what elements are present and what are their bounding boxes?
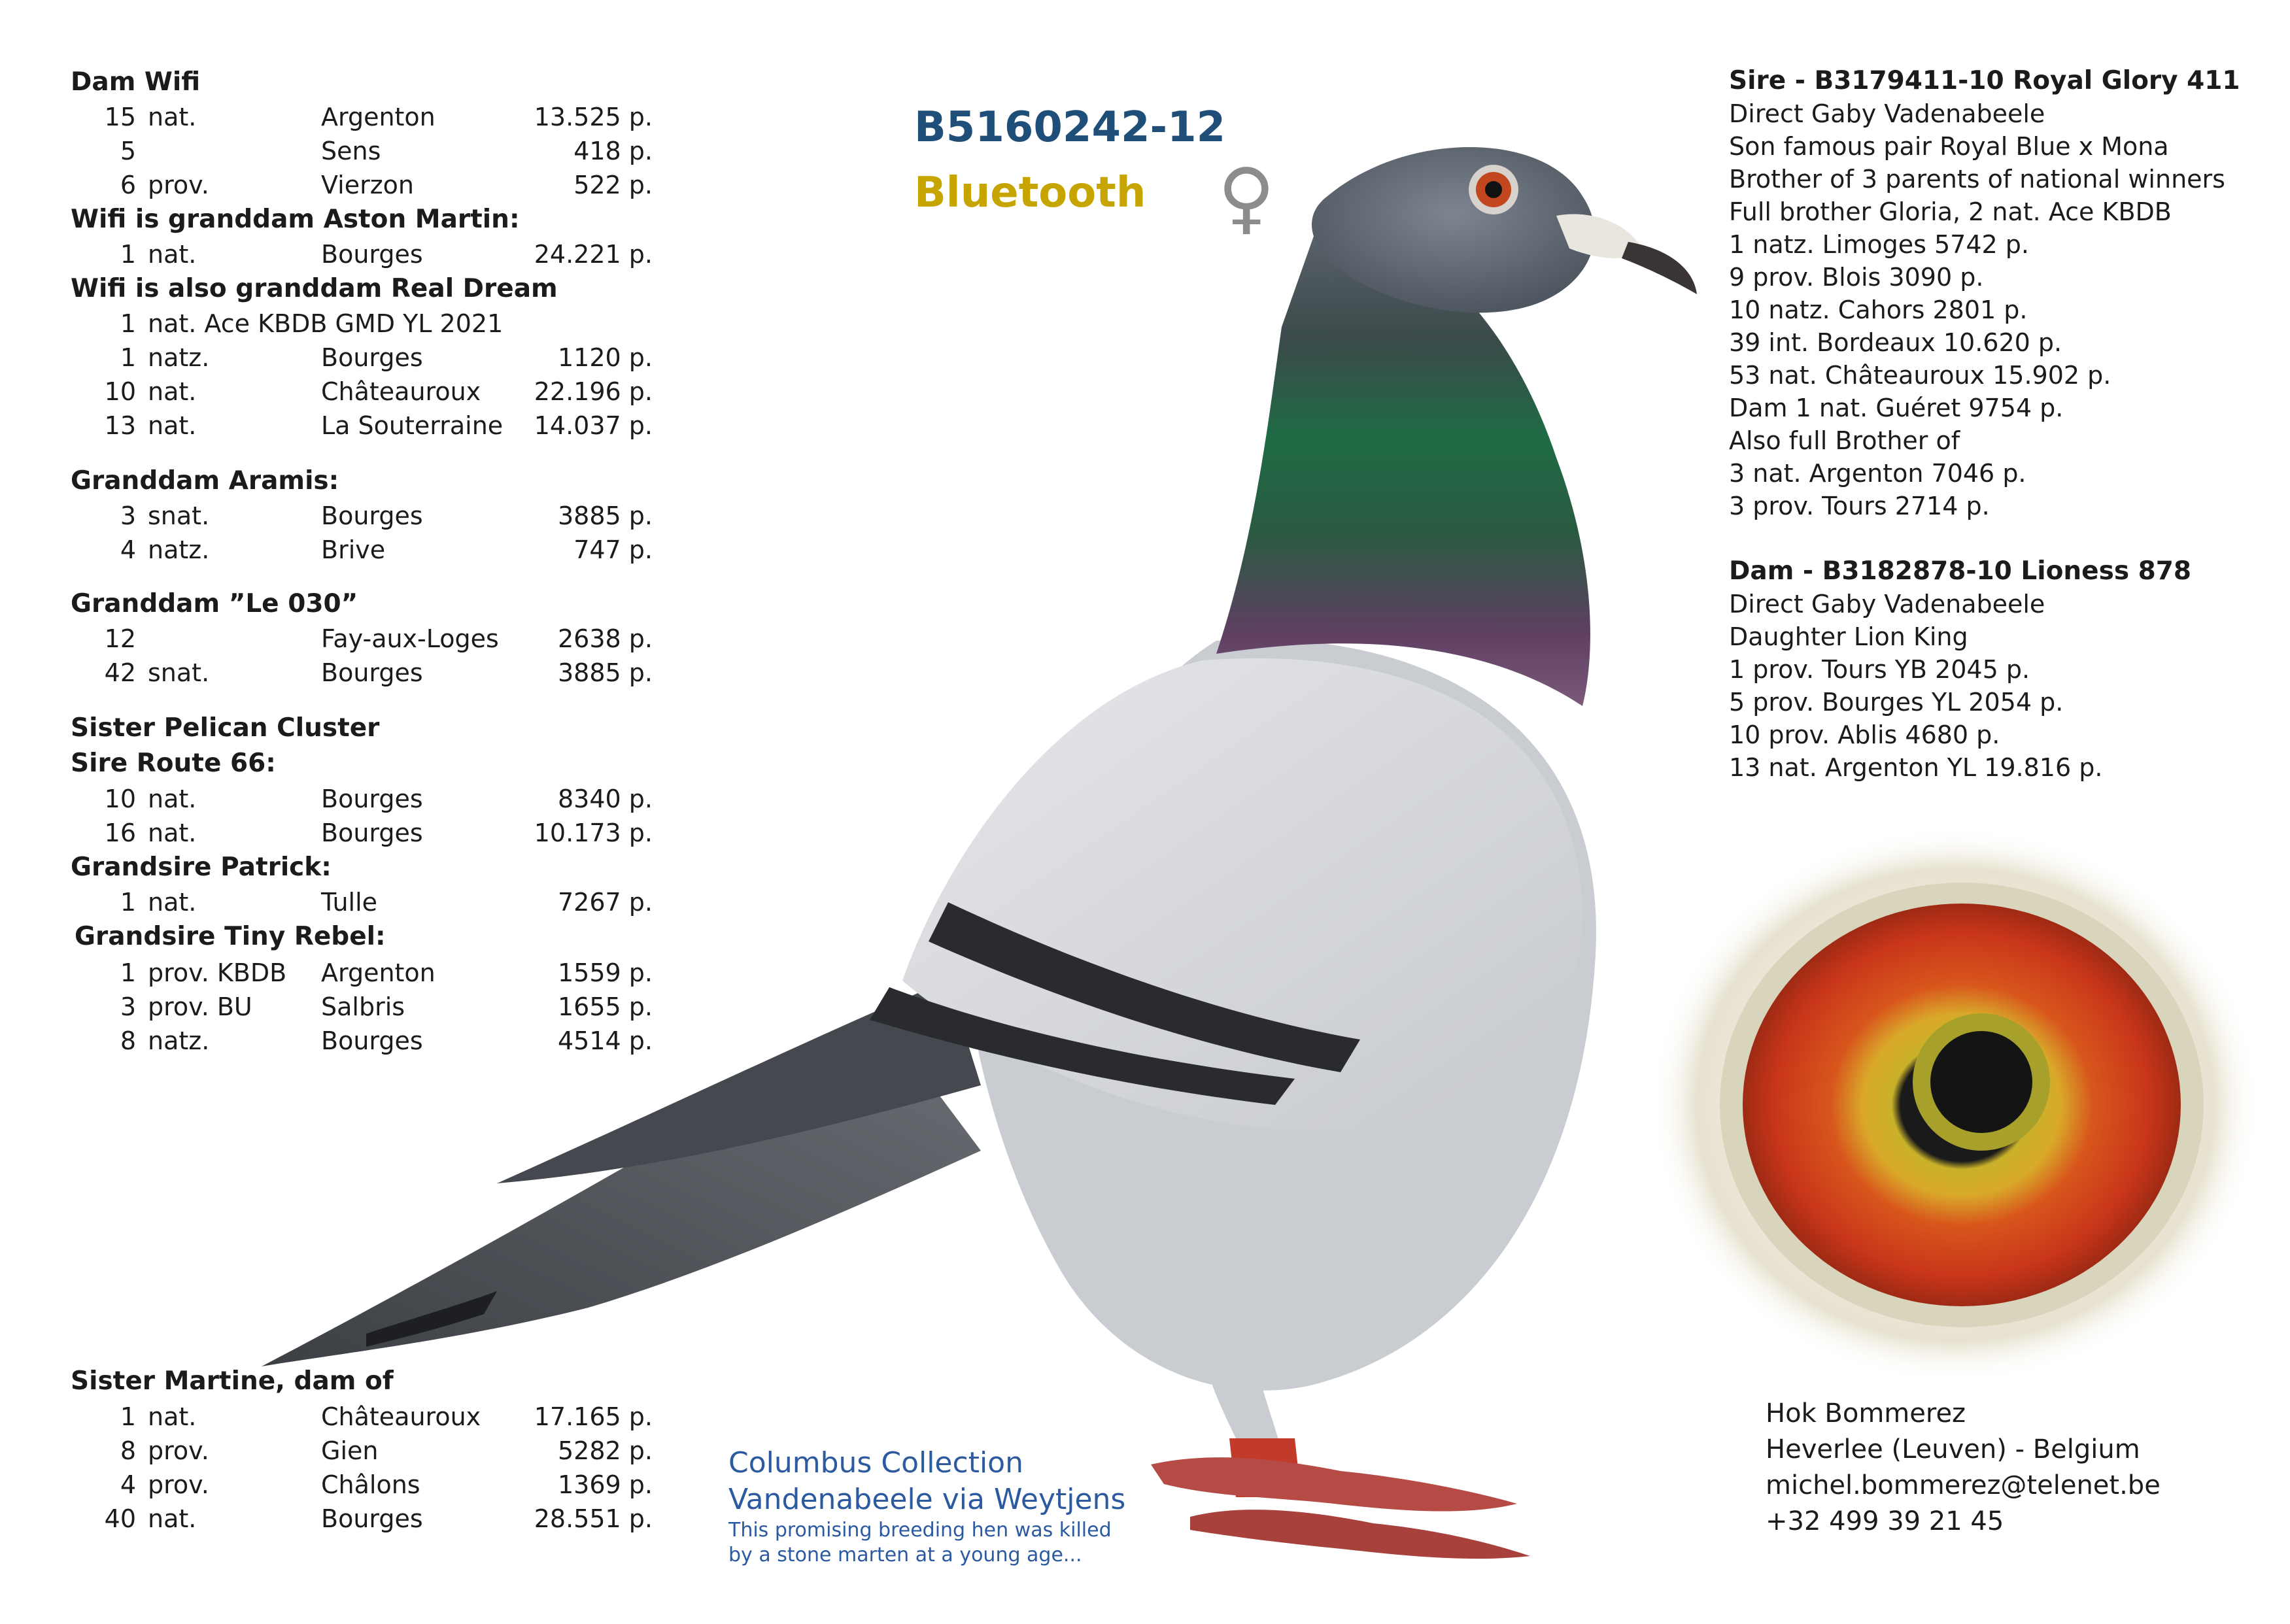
result-row: 15 nat. Argenton 13.525 p. [104, 103, 653, 131]
sire-line: 3 nat. Argenton 7046 p. [1729, 459, 2026, 488]
loft-name: Hok Bommerez [1766, 1398, 1966, 1429]
eye-closeup-photo [1648, 824, 2263, 1386]
result-row: 8 natz. Bourges 4514 p. [120, 1026, 653, 1055]
result-row: 16 nat. Bourges 10.173 p. [104, 819, 653, 847]
right-pedigree-column [1729, 0, 2265, 915]
result-row: 8 prov. Gien 5282 p. [120, 1436, 653, 1465]
dam-line: Direct Gaby Vadenabeele [1729, 590, 2045, 618]
result-row: 12 Fay-aux-Loges 2638 p. [104, 624, 653, 653]
sire-heading: Sire - B3179411-10 Royal Glory 411 [1729, 66, 2240, 95]
tiny-rebel-heading: Grandsire Tiny Rebel: [75, 922, 386, 951]
patrick-heading: Grandsire Patrick: [71, 853, 332, 882]
result-row: 10 nat. Bourges 8340 p. [104, 785, 653, 813]
ring-number: B5160242-12 [914, 103, 1226, 152]
dam-heading: Dam Wifi [71, 67, 201, 97]
real-dream-heading: Wifi is also granddam Real Dream [71, 274, 558, 303]
collection-line-1: Columbus Collection [728, 1446, 1023, 1480]
collection-note-2: by a stone marten at a young age... [728, 1544, 1082, 1566]
collection-note-1: This promising breeding hen was killed [728, 1519, 1112, 1542]
contact-block [1766, 1396, 2161, 1540]
dam-line: 13 nat. Argenton YL 19.816 p. [1729, 753, 2103, 782]
email-link[interactable]: michel.bommerez@telenet.be [1766, 1470, 2161, 1500]
result-row: 10 nat. Châteauroux 22.196 p. [104, 377, 653, 406]
result-row: 1 prov. KBDB Argenton 1559 p. [120, 958, 653, 987]
sire-line: Also full Brother of [1729, 426, 1960, 455]
dam-heading: Dam - B3182878-10 Lioness 878 [1729, 556, 2192, 586]
result-row: 6 prov. Vierzon 522 p. [120, 171, 653, 199]
route-66-heading: Sire Route 66: [71, 749, 276, 778]
sire-line: 3 prov. Tours 2714 p. [1729, 492, 1990, 520]
dam-line: Daughter Lion King [1729, 622, 1968, 651]
result-row: 4 prov. Châlons 1369 p. [120, 1470, 653, 1499]
result-row: 1 nat. Tulle 7267 p. [120, 888, 653, 917]
sire-line: Full brother Gloria, 2 nat. Ace KBDB [1729, 197, 2172, 226]
martine-heading: Sister Martine, dam of [71, 1366, 394, 1396]
sire-line: 53 nat. Châteauroux 15.902 p. [1729, 361, 2111, 390]
pigeon-photo [248, 124, 1752, 1576]
result-row: 42 snat. Bourges 3885 p. [104, 658, 653, 687]
female-symbol-icon: ♀ [1218, 152, 1275, 243]
result-row: 3 prov. BU Salbris 1655 p. [120, 992, 653, 1021]
location: Heverlee (Leuven) - Belgium [1766, 1434, 2140, 1464]
sire-line: 1 natz. Limoges 5742 p. [1729, 230, 2029, 259]
result-row: 1 natz. Bourges 1120 p. [120, 343, 653, 372]
result-row: 1 nat. Ace KBDB GMD YL 2021 [120, 309, 504, 338]
phone-number: +32 499 39 21 45 [1766, 1506, 2004, 1536]
dam-line: 1 prov. Tours YB 2045 p. [1729, 655, 2030, 684]
result-row: 1 nat. Bourges 24.221 p. [120, 240, 653, 269]
result-row: 40 nat. Bourges 28.551 p. [104, 1504, 653, 1533]
result-row: 1 nat. Châteauroux 17.165 p. [120, 1402, 653, 1431]
aston-martin-heading: Wifi is granddam Aston Martin: [71, 205, 520, 234]
result-row: 4 natz. Brive 747 p. [120, 535, 653, 564]
sire-line: Brother of 3 parents of national winners [1729, 165, 2225, 194]
collection-note [728, 1445, 1125, 1568]
sire-line: 10 natz. Cahors 2801 p. [1729, 296, 2028, 324]
sire-line: Direct Gaby Vadenabeele [1729, 99, 2045, 128]
dam-line: 5 prov. Bourges YL 2054 p. [1729, 688, 2064, 717]
dam-line: 10 prov. Ablis 4680 p. [1729, 720, 2000, 749]
result-row: 5 Sens 418 p. [120, 137, 653, 165]
sire-line: Dam 1 nat. Guéret 9754 p. [1729, 394, 2064, 422]
sire-line: Son famous pair Royal Blue x Mona [1729, 132, 2169, 161]
result-row: 13 nat. La Souterraine 14.037 p. [104, 411, 653, 440]
aramis-heading: Granddam Aramis: [71, 466, 339, 496]
le-030-heading: Granddam ”Le 030” [71, 589, 358, 618]
sire-line: 9 prov. Blois 3090 p. [1729, 263, 1984, 292]
pelican-heading: Sister Pelican Cluster [71, 713, 380, 743]
sire-line: 39 int. Bordeaux 10.620 p. [1729, 328, 2062, 357]
result-row: 3 snat. Bourges 3885 p. [120, 501, 653, 530]
pigeon-name: Bluetooth [914, 169, 1146, 217]
collection-line-2: Vandenabeele via Weytjens [728, 1483, 1126, 1516]
